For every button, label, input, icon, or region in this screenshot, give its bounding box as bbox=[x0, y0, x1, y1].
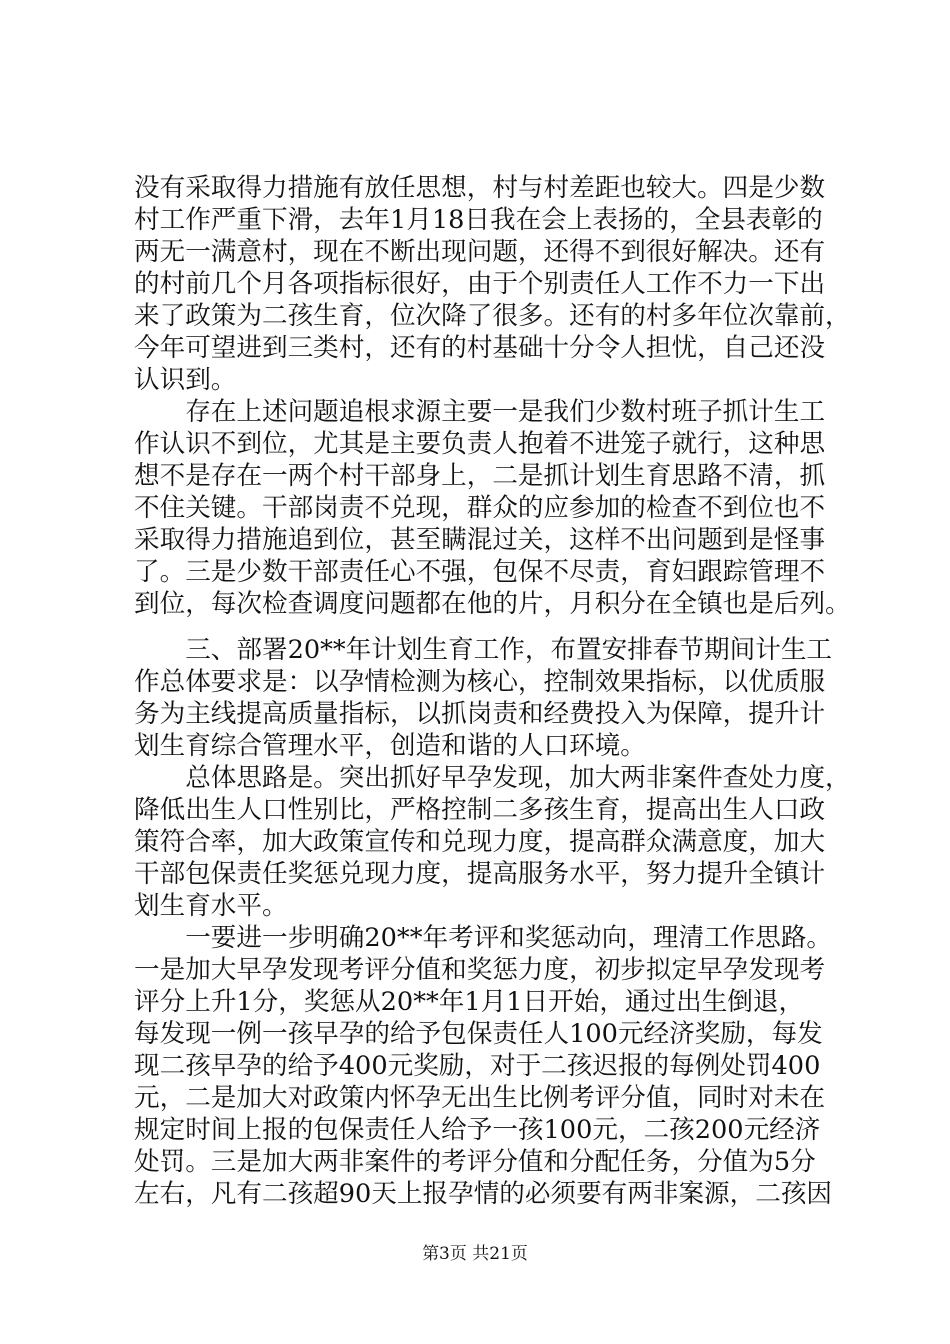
page-footer: 第3页 共21页 bbox=[422, 1244, 528, 1264]
text-line: 三、部署20**年计划生育工作，布置安排春节期间计生工 bbox=[134, 635, 833, 665]
text-line: 干部包保责任奖惩兑现力度，提高服务水平，努力提升全镇计 bbox=[134, 859, 826, 889]
text-line: 策符合率，加大政策宣传和兑现力度，提高群众满意度，加大 bbox=[134, 827, 826, 857]
text-line: 总体思路是。突出抓好早孕发现，加大两非案件查处力度， bbox=[134, 763, 851, 793]
text-line: 作认识不到位，尤其是主要负责人抱着不进笼子就行，这种思 bbox=[134, 429, 826, 459]
text-line: 划生育水平。 bbox=[134, 891, 288, 921]
text-line: 村工作严重下滑，去年1月18日我在会上表扬的，全县表彰的 bbox=[134, 205, 823, 235]
text-line: 想不是存在一两个村干部身上，二是抓计划生育思路不清，抓 bbox=[134, 461, 826, 491]
text-line: 左右，凡有二孩超90天上报孕情的必须要有两非案源，二孩因 bbox=[134, 1179, 833, 1209]
text-line: 作总体要求是：以孕情检测为核心，控制效果指标，以优质服 bbox=[134, 667, 826, 697]
text-line: 没有采取得力措施有放任思想，村与村差距也较大。四是少数 bbox=[134, 173, 826, 203]
text-line: 规定时间上报的包保责任人给予一孩100元，二孩200元经济 bbox=[134, 1115, 821, 1145]
text-line: 评分上升1分，奖惩从20**年1月1日开始，通过出生倒退， bbox=[134, 987, 805, 1017]
text-line: 一是加大早孕发现考评分值和奖惩力度，初步拟定早孕发现考 bbox=[134, 955, 826, 985]
text-line: 现二孩早孕的给予400元奖励，对于二孩迟报的每例处罚400 bbox=[134, 1051, 821, 1081]
text-line: 划生育综合管理水平，创造和谐的人口环境。 bbox=[134, 731, 646, 761]
text-line: 元，二是加大对政策内怀孕无出生比例考评分值，同时对未在 bbox=[134, 1083, 826, 1113]
text-line: 存在上述问题追根求源主要一是我们少数村班子抓计生工 bbox=[134, 397, 826, 427]
text-line: 不住关键。干部岗责不兑现，群众的应参加的检查不到位也不 bbox=[134, 493, 826, 523]
text-line: 的村前几个月各项指标很好，由于个别责任人工作不力一下出 bbox=[134, 269, 826, 299]
text-line: 一要进一步明确20**年考评和奖惩动向，理清工作思路。 bbox=[134, 923, 833, 953]
text-line: 来了政策为二孩生育，位次降了很多。还有的村多年位次靠前， bbox=[134, 301, 851, 331]
text-line: 务为主线提高质量指标，以抓岗责和经费投入为保障，提升计 bbox=[134, 699, 826, 729]
text-line: 采取得力措施追到位，甚至瞒混过关，这样不出问题到是怪事 bbox=[134, 525, 826, 555]
text-line: 处罚。三是加大两非案件的考评分值和分配任务，分值为5分 bbox=[134, 1147, 816, 1177]
text-line: 降低出生人口性别比，严格控制二多孩生育，提高出生人口政 bbox=[134, 795, 826, 825]
text-line: 了。三是少数干部责任心不强，包保不尽责，育妇跟踪管理不 bbox=[134, 557, 826, 587]
text-line: 两无一满意村，现在不断出现问题，还得不到很好解决。还有 bbox=[134, 237, 826, 267]
text-line: 认识到。 bbox=[134, 365, 237, 395]
text-line: 到位，每次检查调度问题都在他的片，月积分在全镇也是后列。 bbox=[134, 589, 851, 619]
text-line: 每发现一例一孩早孕的给予包保责任人100元经济奖励，每发 bbox=[134, 1019, 823, 1049]
text-line: 今年可望进到三类村，还有的村基础十分令人担忧，自己还没 bbox=[134, 333, 826, 363]
